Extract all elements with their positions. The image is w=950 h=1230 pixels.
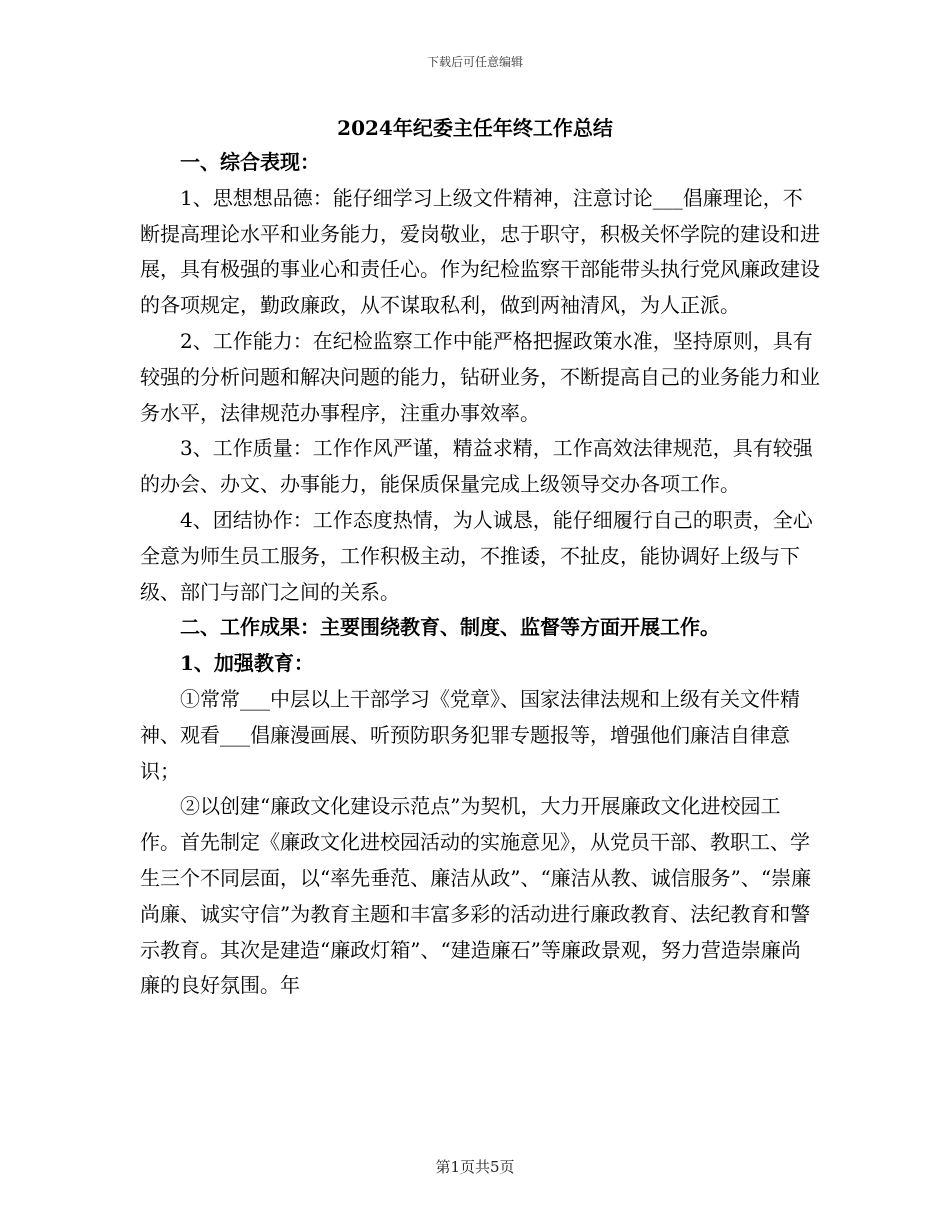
paragraph-2: 2、工作能力：在纪检监察工作中能严格把握政策水准，坚持原则，具有较强的分析问题和解决问题的能力，钻研业务，不断提高自己的业务能力和业务水平，法律规范办事程序，注重办事效率。	[140, 328, 820, 425]
paragraph-5: ①常常___中层以上干部学习《党章》、国家法律法规和上级有关文件精神、观看___倡廉漫画展、听预防职务犯罪专题报等，增强他们廉洁自律意识；	[140, 686, 800, 783]
paragraph-1: 1、思想想品德：能仔细学习上级文件精神，注意讨论___倡廉理论，不断提高理论水平和业务能力，爱岗敬业，忠于职守，积极关怀学院的建设和进展，具有极强的事业心和责任心。作为纪检监察干部能带头执行党风廉政建设的各项规定，勤政廉政，从不谋取私利，做到两袖清风，为人正派。	[140, 185, 820, 318]
paragraph-3: 3、工作质量：工作作风严谨，精益求精，工作高效法律规范，具有较强的办会、办文、办事能力，能保质保量完成上级领导交办各项工作。	[140, 436, 813, 497]
section-heading-1: 一、综合表现：	[180, 150, 320, 174]
paragraph-6: ②以创建“廉政文化建设示范点”为契机，大力开展廉政文化进校园工作。首先制定《廉政文化进校园活动的实施意见》，从党员干部、教职工、学生三个不同层面，以“率先垂范、廉洁从政”、“廉洁从教、诚信服务”、“崇廉尚廉、诚实守信”为教育主题和丰富多彩的活动进行廉政教育、法纪教育和警示教育。其次是建造“廉政灯箱”、“建造廉石”等廉政景观，努力营造崇廉尚廉的良好氛围。年	[140, 794, 812, 998]
header-note: 下载后可任意编辑	[426, 55, 523, 69]
document-body	[140, 145, 820, 1004]
section-heading-2: 二、工作成果：主要围绕教育、制度、监督等方面开展工作。	[180, 615, 720, 640]
document-title: 2024年纪委主任年终工作总结	[337, 116, 613, 140]
page-footer: 第1页共5页	[435, 1158, 515, 1176]
subsection-heading-1: 1、加强教育：	[180, 651, 314, 676]
paragraph-4: 4、团结协作：工作态度热情，为人诚恳，能仔细履行自己的职责，全心全意为师生员工服务，工作积极主动，不推诿，不扯皮，能协调好上级与下级、部门与部门之间的关系。	[140, 507, 813, 604]
